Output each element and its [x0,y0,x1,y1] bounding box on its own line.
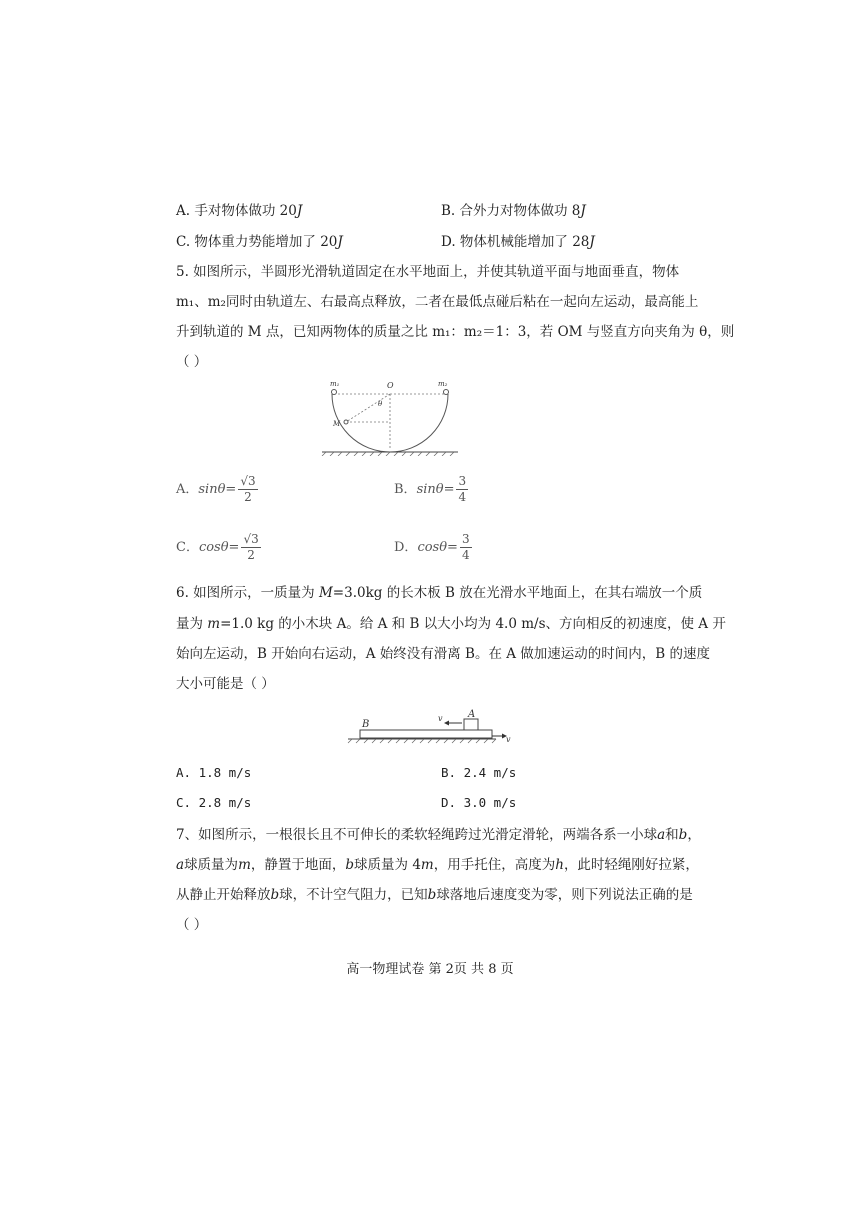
board-b [360,730,492,738]
q5-line-2: m₁、m₂同时由轨道左、右最高点释放，二者在最低点碰后粘在一起向左运动，最高能上 [176,294,699,310]
page-footer: 高一物理试卷 第 2页 共 8 页 [346,962,514,977]
q5-option-c: C．cosθ= $\frac{√3}{2}$ [176,532,259,562]
q6-line-1: 6. 如图所示，一质量为 M=3.0kg 的长木板 B 放在光滑水平地面上，在其右端放一个质 [176,585,703,601]
q5-line-1: 5. 如图所示，半圆形光滑轨道固定在水平地面上，并使其轨道平面与地面垂直，物体 [176,264,680,280]
q4-option-d: D. 物体机械能增加了 28J [441,234,595,250]
block-a [464,719,478,730]
ground-hatching [322,452,454,456]
om-dashed-line [346,394,390,422]
q6-figure [346,708,516,748]
label-b: B [362,719,370,730]
point-m [344,420,348,424]
q5-figure [320,376,460,456]
q6-option-d: D. 3.0 m/s [441,795,517,810]
q5-option-d: D．cosθ= $\frac{3}{4}$ [394,532,470,562]
label-m2: m₂ [438,380,448,388]
label-v-b: v [506,735,511,744]
q6-line-3: 始向左运动，B 开始向右运动，A 始终没有滑离 B。在 A 做加速运动的时间内，B 的速度 [176,646,711,662]
label-a: A [468,709,476,720]
q7-line-3: 从静止开始释放b球，不计空气阻力，已知b球落地后速度变为零，则下列说法正确的是 [176,887,693,903]
label-m: M [333,420,341,428]
label-o: O [387,381,394,390]
q6-option-a: A. 1.8 m/s [176,765,252,780]
q4-option-b: B. 合外力对物体做功 8J [441,203,586,219]
q5-option-a: A．sinθ= $\frac{√3}{2}$ [176,474,256,504]
label-v-a: v [438,714,443,723]
q6-line-2: 量为 m=1.0 kg 的小木块 A。给 A 和 B 以大小均为 4.0 m/s、方向相反的初速度，使 A 开 [176,616,726,632]
q4-option-a: A. 手对物体做功 20J [176,203,303,219]
q4-option-c: C. 物体重力势能增加了 20J [176,234,343,250]
q5-option-b: B．sinθ= $\frac{3}{4}$ [394,474,467,504]
q5-line-3: 升到轨道的 M 点，已知两物体的质量之比 m₁：m₂＝1：3，若 OM 与竖直方向夹角为 θ，则 [176,324,735,340]
q6-option-c: C. 2.8 m/s [176,795,252,810]
q7-line-4: （ ） [176,917,208,933]
q7-line-2: a球质量为m，静置于地面，b球质量为 4m，用手托住，高度为h，此时轻绳刚好拉紧， [176,857,699,873]
q7-line-1: 7、如图所示，一根很长且不可伸长的柔软轻绳跨过光滑定滑轮，两端各系一小球a和b， [176,827,701,843]
q6-option-b: B. 2.4 m/s [441,765,517,780]
q6-line-4: 大小可能是（ ） [176,676,275,692]
label-m1: m₁ [330,380,340,388]
label-theta: θ [378,400,383,408]
arrow-a-left-head [444,721,449,726]
ground-hatching [348,739,496,743]
ball-m2 [444,390,449,395]
ball-m1 [332,390,337,395]
q5-line-4: （ ） [176,354,208,370]
